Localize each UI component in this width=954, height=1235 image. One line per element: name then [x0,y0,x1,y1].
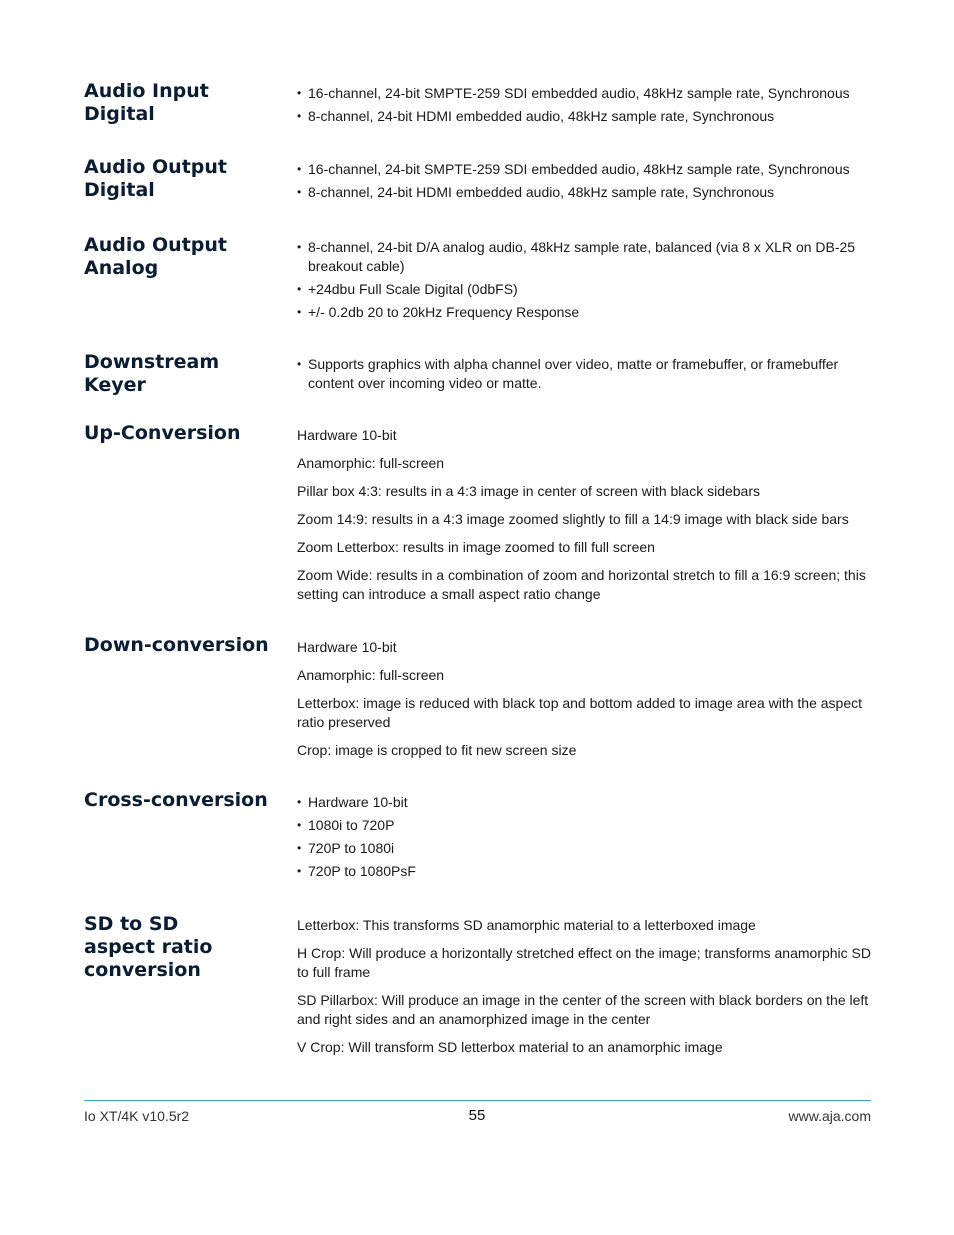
paragraph: V Crop: Will transform SD letterbox material to an anamorphic image [297,1039,723,1055]
paragraph: Pillar box 4:3: results in a 4:3 image in center of screen with black sidebars [297,483,761,499]
section-heading: SD to SD aspect ratio conversion [84,913,213,981]
section-content [297,793,872,885]
footer-divider [84,1100,871,1101]
bullet-item: • Hardware 10-bit [297,793,872,812]
section-content [297,238,872,326]
paragraph: Zoom Wide: results in a combination of zoom and horizontal stretch to fill a 16:9 screen; this setting can introduce a small aspect ratio change [297,567,866,602]
paragraph: Zoom 14:9: results in a 4:3 image zoomed slightly to fill a 14:9 image with black side bars [297,511,849,527]
paragraph: Hardware 10-bit [297,427,397,443]
section-content [297,638,872,769]
section-content [297,426,872,613]
paragraph: Anamorphic: full-screen [297,455,445,471]
section-heading: Cross-conversion [84,789,268,811]
footer-website-link[interactable]: www.aja.com [788,1108,871,1124]
section-heading: Up-Conversion [84,422,241,444]
bullet-item: • +/- 0.2db 20 to 20kHz Frequency Response [297,303,872,322]
paragraph: H Crop: Will produce a horizontally stretched effect on the image; transforms anamorphic SD to full frame [297,945,871,980]
bullet-item: • 1080i to 720P [297,816,872,835]
bullet-item: • 16-channel, 24-bit SMPTE-259 SDI embedded audio, 48kHz sample rate, Synchronous [297,84,872,103]
section-heading: Down-conversion [84,634,269,656]
paragraph: Anamorphic: full-screen [297,667,445,683]
bullet-item: • Supports graphics with alpha channel over video, matte or framebuffer, or framebuffer content over incoming video or matte. [297,355,872,393]
paragraph: Zoom Letterbox: results in image zoomed to fill full screen [297,539,655,555]
bullet-item: • 8-channel, 24-bit HDMI embedded audio, 48kHz sample rate, Synchronous [297,183,872,202]
bullet-item: • +24dbu Full Scale Digital (0dbFS) [297,280,872,299]
paragraph: SD Pillarbox: Will produce an image in the center of the screen with black borders on the left and right sides and an anamorphized image in the center [297,992,869,1027]
section-heading: Audio Output Analog [84,234,227,279]
paragraph: Letterbox: This transforms SD anamorphic material to a letterboxed image [297,917,756,933]
bullet-item: • 720P to 1080i [297,839,872,858]
section-content [297,84,872,130]
footer-page-number: 55 [468,1107,486,1124]
paragraph: Hardware 10-bit [297,639,397,655]
section-content [297,355,872,397]
section-heading: Downstream Keyer [84,351,220,396]
footer-document-version: Io XT/4K v10.5r2 [84,1108,190,1124]
section-heading: Audio Input Digital [84,80,209,125]
paragraph: Crop: image is cropped to fit new screen size [297,742,577,758]
section-content [297,916,872,1066]
section-content [297,160,872,206]
bullet-item: • 16-channel, 24-bit SMPTE-259 SDI embedded audio, 48kHz sample rate, Synchronous [297,160,872,179]
section-heading: Audio Output Digital [84,156,227,201]
bullet-item: • 8-channel, 24-bit HDMI embedded audio, 48kHz sample rate, Synchronous [297,107,872,126]
paragraph: Letterbox: image is reduced with black top and bottom added to image area with the aspect ratio preserved [297,695,863,730]
bullet-item: • 720P to 1080PsF [297,862,872,881]
bullet-item: • 8-channel, 24-bit D/A analog audio, 48kHz sample rate, balanced (via 8 x XLR on DB-25 breakout cable) [297,238,872,276]
